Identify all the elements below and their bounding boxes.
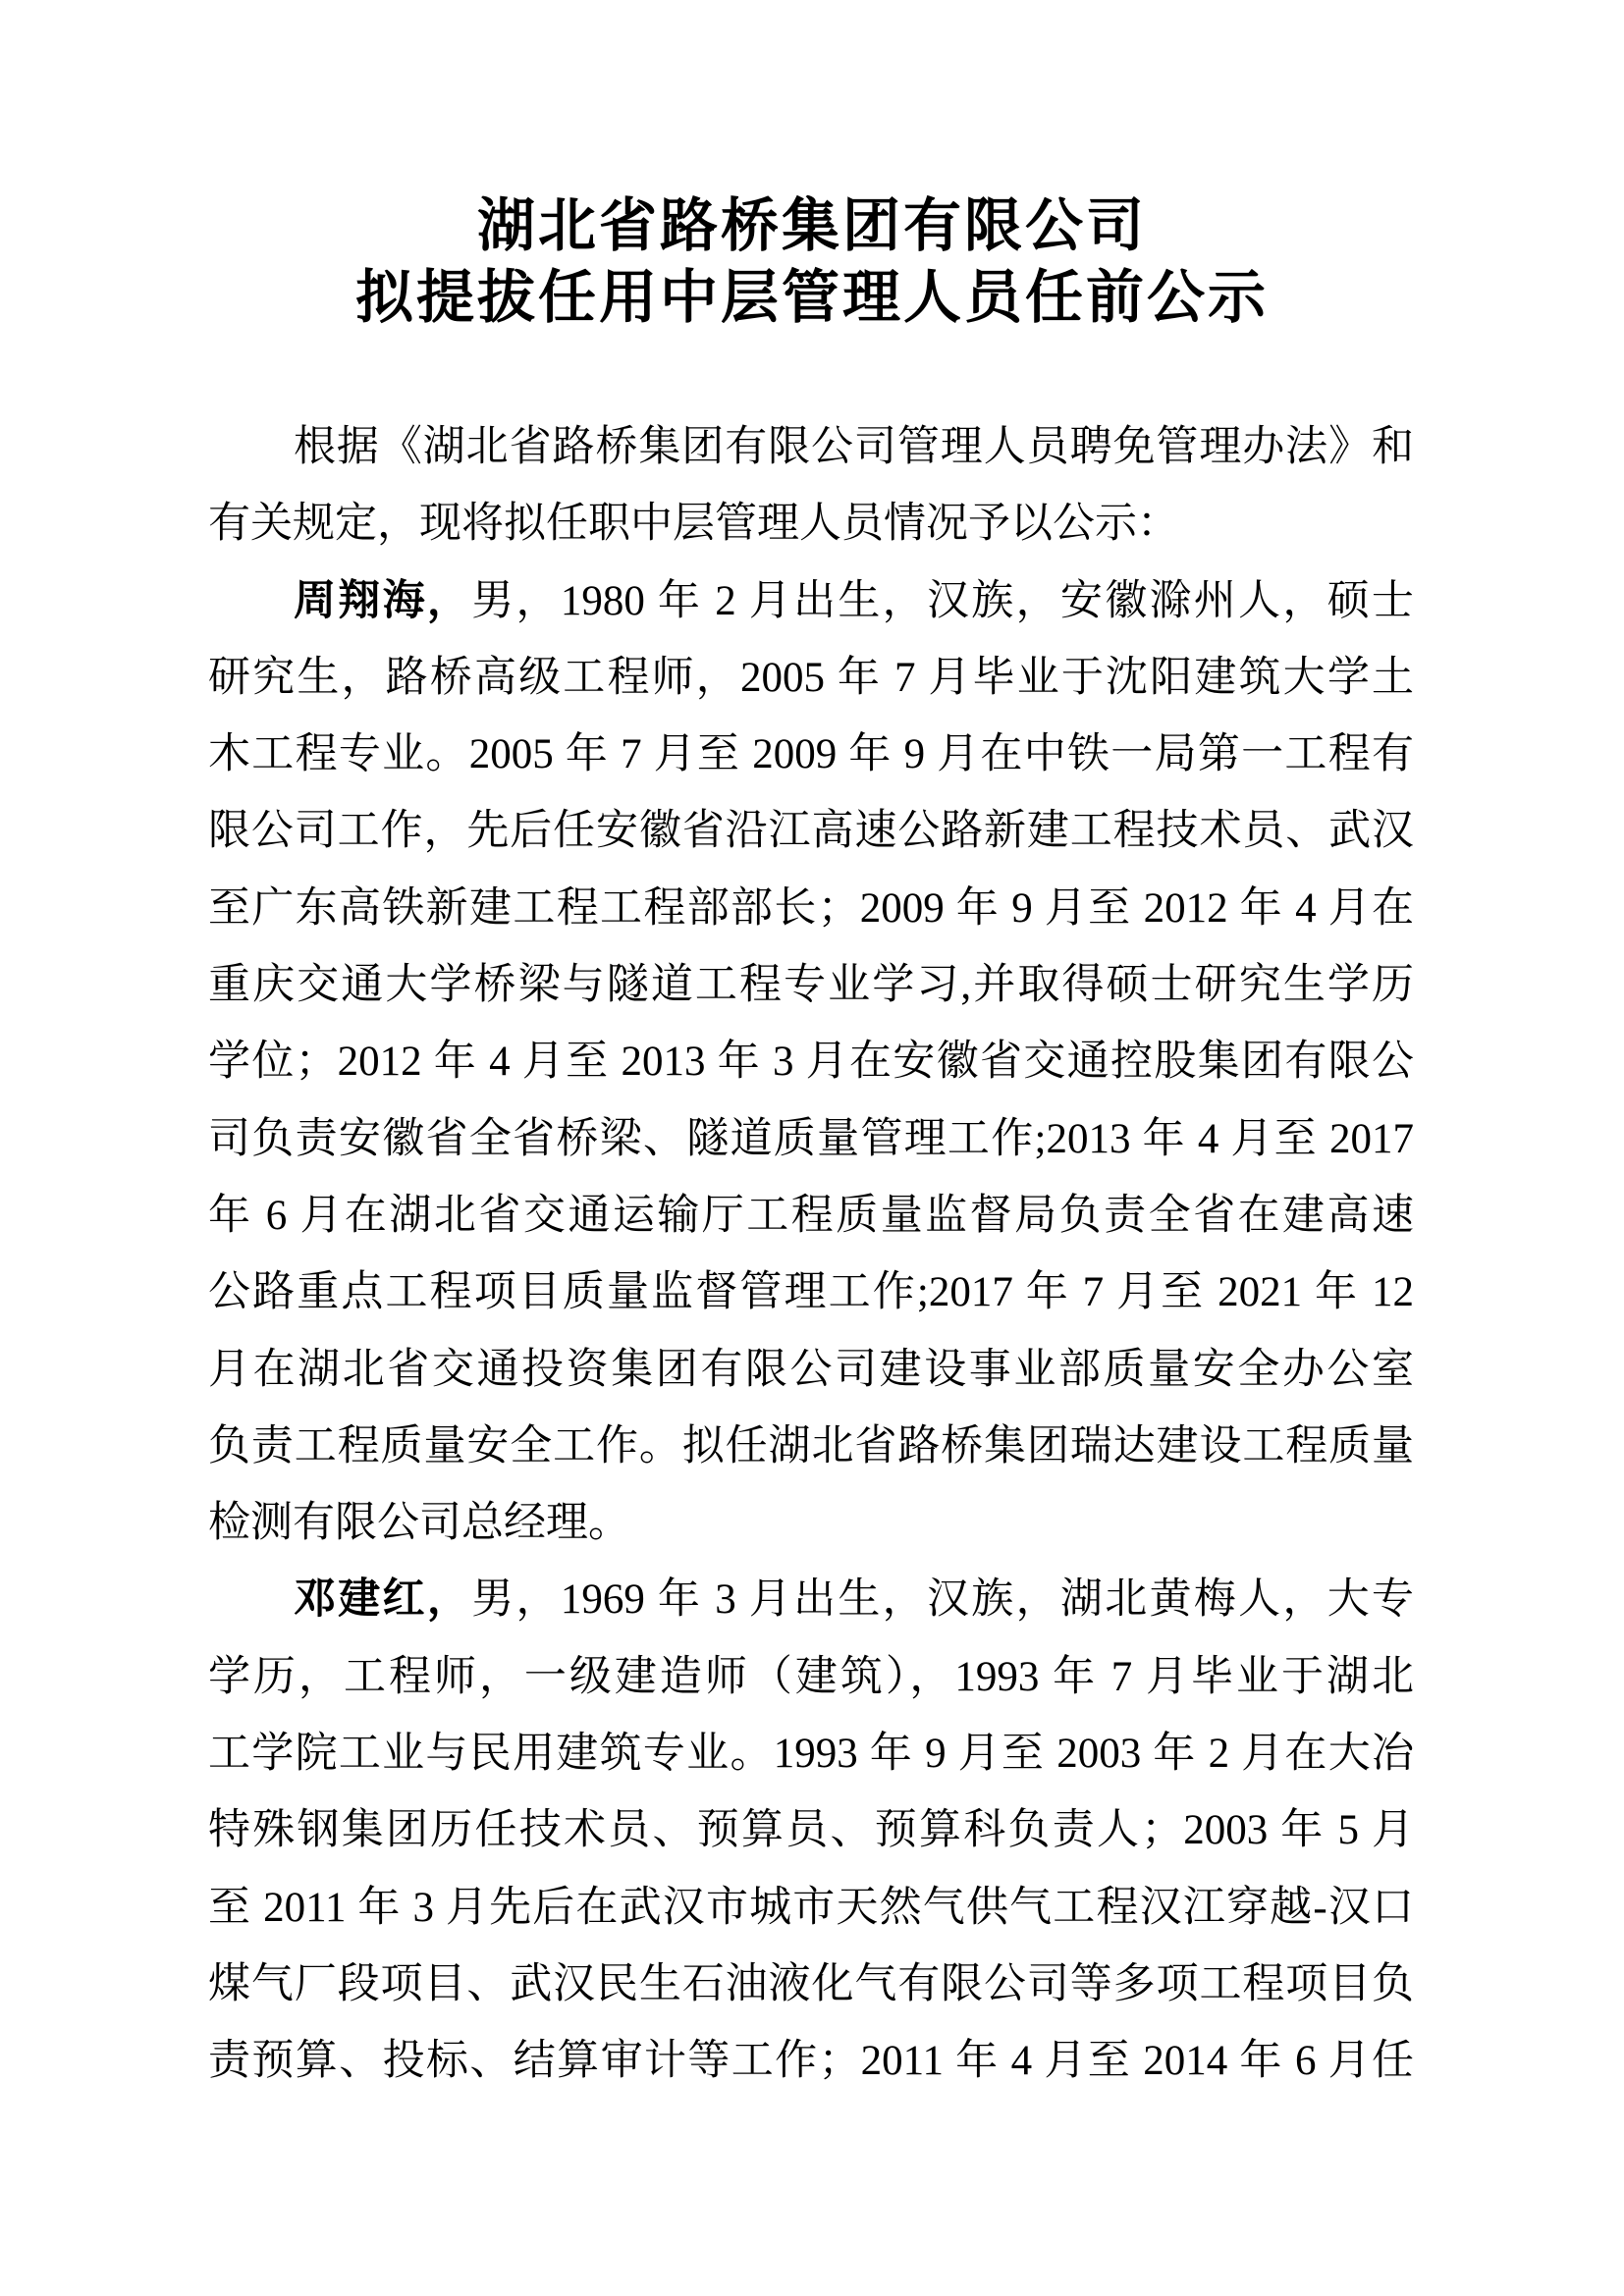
paragraph-profile-deng-jianhong <box>208 1562 1414 2100</box>
text-line: 学位；2012 年 4 月至 2013 年 3 月在安徽省交通控股集团有限公 <box>208 1039 1414 1086</box>
text-line: 学历，工程师，一级建造师（建筑），1993 年 7 月毕业于湖北 <box>208 1653 1414 1700</box>
text-line: 至广东高铁新建工程工程部部长；2009 年 9 月至 2012 年 4 月在 <box>208 884 1414 932</box>
text-line: 至 2011 年 3 月先后在武汉市城市天然气供气工程汉江穿越-汉口 <box>208 1884 1414 1931</box>
text-line: 有关规定，现将拟任职中层管理人员情况予以公示： <box>208 501 1179 548</box>
text-line: 特殊钢集团历任技术员、预算员、预算科负责人；2003 年 5 月 <box>208 1807 1414 1854</box>
text-line: 年 6 月在湖北省交通运输厅工程质量监督局负责全省在建高速 <box>208 1192 1414 1239</box>
title-line-2: 拟提拔任用中层管理人员任前公示 <box>354 265 1269 330</box>
text-line: 限公司工作，先后任安徽省沿江高速公路新建工程技术员、武汉 <box>208 808 1414 855</box>
text-line: 邓建红，男，1969 年 3 月出生，汉族，湖北黄梅人，大专 <box>294 1576 1415 1624</box>
person-name: 周翔海， <box>294 577 472 624</box>
text-line: 重庆交通大学桥梁与隧道工程专业学习,并取得硕士研究生学历 <box>208 962 1414 1009</box>
text-line: 月在湖北省交通投资集团有限公司建设事业部质量安全办公室 <box>208 1346 1414 1393</box>
text-line: 工学院工业与民用建筑专业。1993 年 9 月至 2003 年 2 月在大冶 <box>208 1731 1414 1778</box>
text-line: 根据《湖北省路桥集团有限公司管理人员聘免管理办法》和 <box>294 424 1414 470</box>
paragraph-profile-zhou-xianghai <box>208 563 1414 1563</box>
title-line-1: 湖北省路桥集团有限公司 <box>476 193 1147 258</box>
text-line: 周翔海，男，1980 年 2 月出生，汉族，安徽滁州人，硕士 <box>294 577 1415 624</box>
document-title <box>0 190 1624 334</box>
text-line: 木工程专业。2005 年 7 月至 2009 年 9 月在中铁一局第一工程有 <box>208 731 1414 778</box>
document-body <box>208 409 1414 2101</box>
text-line: 检测有限公司总经理。 <box>208 1500 630 1547</box>
text-line: 煤气厂段项目、武汉民生石油液化气有限公司等多项工程项目负 <box>208 1960 1414 2007</box>
text-line: 研究生，路桥高级工程师，2005 年 7 月毕业于沈阳建筑大学土 <box>208 654 1414 701</box>
text-line: 责预算、投标、结算审计等工作；2011 年 4 月至 2014 年 6 月任 <box>208 2038 1414 2085</box>
person-name: 邓建红， <box>294 1576 472 1624</box>
text-line: 公路重点工程项目质量监督管理工作;2017 年 7 月至 2021 年 12 <box>208 1269 1414 1316</box>
text-line: 司负责安徽省全省桥梁、隧道质量管理工作;2013 年 4 月至 2017 <box>208 1115 1414 1162</box>
paragraph-intro <box>208 409 1414 563</box>
text-line: 负责工程质量安全工作。拟任湖北省路桥集团瑞达建设工程质量 <box>208 1422 1414 1469</box>
